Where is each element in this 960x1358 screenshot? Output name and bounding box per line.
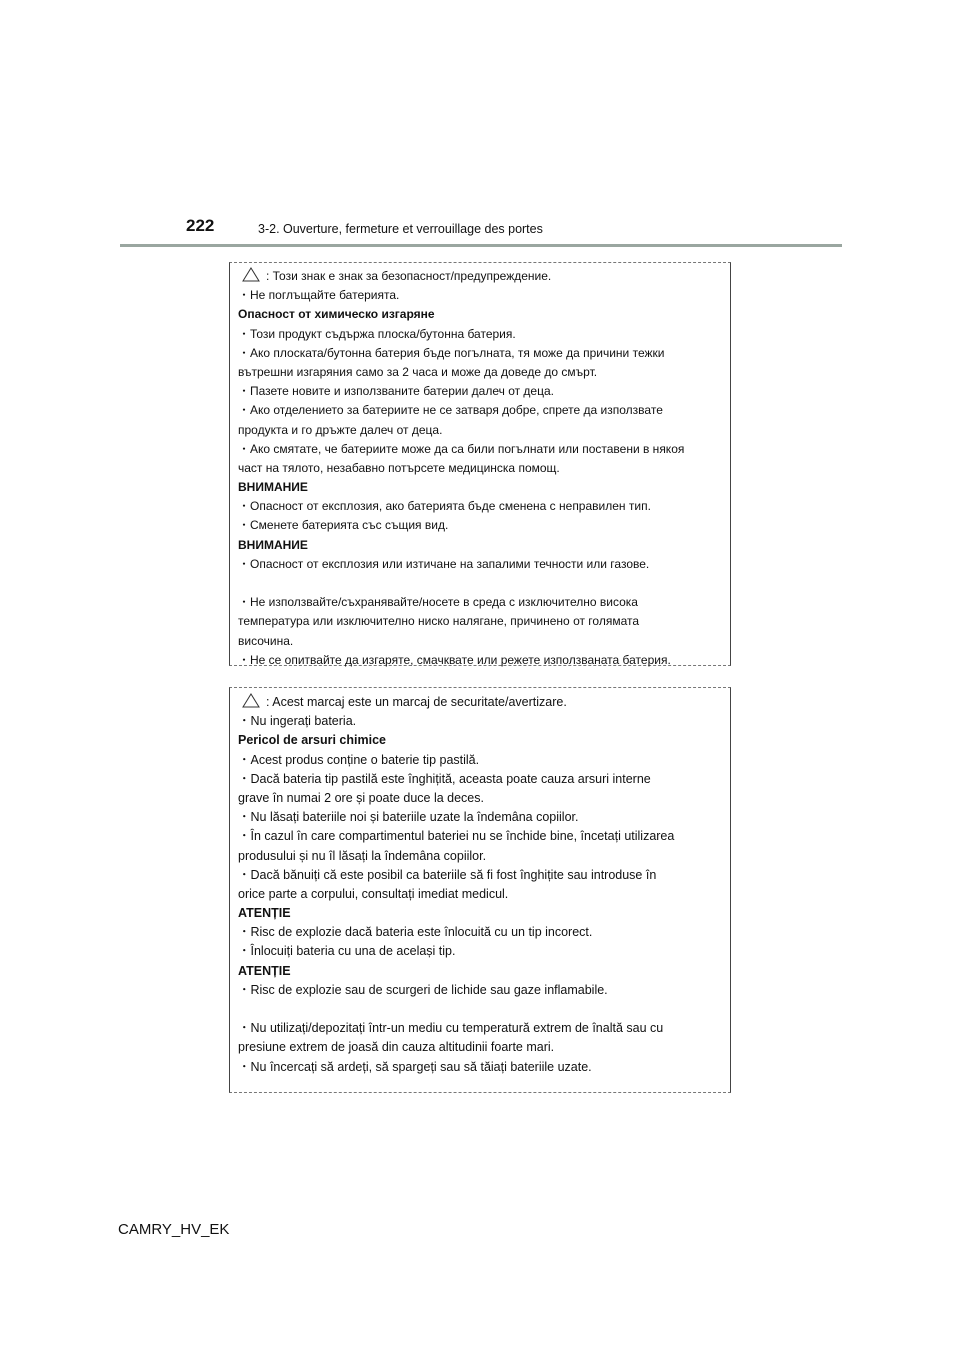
box-line: ・Опасност от експлозия или изтичане на запалими течности или газове.	[238, 556, 650, 571]
box-line-text: : Този знак е знак за безопасност/предупреждение.	[266, 269, 552, 283]
box-line: ・Ако плоската/бутонна батерия бъде погълната, тя може да причини тежки	[238, 345, 665, 360]
box-heading: ATENȚIE	[238, 906, 291, 921]
box-line: ・Този продукт съдържа плоска/бутонна батерия.	[238, 326, 516, 341]
box-line: ・Сменете батерията със същия вид.	[238, 518, 449, 533]
box-heading: ВНИМАНИЕ	[238, 537, 308, 552]
box-line: produsului și nu îl lăsați la îndemâna copiilor.	[238, 848, 487, 863]
box-line	[238, 267, 722, 286]
box-heading: Pericol de arsuri chimice	[238, 733, 386, 748]
box-line: orice parte a corpului, consultați imediat medicul.	[238, 886, 509, 901]
box-line: продукта и го дръжте далеч от деца.	[238, 422, 443, 437]
box-line: ・Acest produs conține o baterie tip pastilă.	[238, 752, 480, 767]
warning-box-bulgarian	[229, 262, 731, 666]
box-line: ・Nu ingerați bateria.	[238, 714, 357, 729]
box-heading: ATENȚIE	[238, 963, 291, 978]
page-number: 222	[186, 216, 215, 235]
warning-box-romanian	[229, 687, 731, 1093]
box-line	[238, 693, 722, 712]
box-line: ・Risc de explozie dacă bateria este înlocuită cu un tip incorect.	[238, 925, 593, 940]
box-line: ・Nu utilizați/depozitați într-un mediu cu temperatură extrem de înaltă sau cu	[238, 1021, 664, 1036]
box-line: ・Dacă bateria tip pastilă este înghițită, aceasta poate cauza arsuri interne	[238, 771, 651, 786]
box-line: височина.	[238, 633, 294, 648]
section-title: 3-2. Ouverture, fermeture et verrouillage des portes	[258, 222, 543, 236]
box-line: вътрешни изгаряния само за 2 часа и може да доведе до смърт.	[238, 364, 598, 379]
box-line: ・Не се опитвайте да изгаряте, смачквате или режете използваната батерия.	[238, 652, 671, 667]
model-code: CAMRY_HV_EK	[118, 1221, 230, 1238]
box-blank-line	[238, 1000, 722, 1019]
box-line: ・Не поглъщайте батерията.	[238, 288, 400, 303]
box-line: ・Risc de explozie sau de scurgeri de lichide sau gaze inflamabile.	[238, 982, 608, 997]
box-line: ・În cazul în care compartimentul bateriei nu se închide bine, încetați utilizarea	[238, 829, 675, 844]
box-line: ・Не използвайте/съхранявайте/носете в среда с изключително висока	[238, 595, 638, 610]
box-line-text: : Acest marcaj este un marcaj de securitate/avertizare.	[266, 695, 567, 709]
box-heading: Опасност от химическо изгаряне	[238, 307, 435, 322]
box-line: ・Nu încercați să ardeți, să spargeți sau să tăiați bateriile uzate.	[238, 1059, 592, 1074]
box-line: ・Ако смятате, че батериите може да са били погълнати или поставени в някоя	[238, 441, 685, 456]
box-line: ・Ако отделението за батериите не се затваря добре, спрете да използвате	[238, 403, 663, 418]
box-line: grave în numai 2 ore și poate duce la deces.	[238, 790, 484, 805]
box-line: температура или изключително ниско налягане, причинено от голямата	[238, 614, 640, 629]
box-blank-line	[238, 574, 722, 593]
box-line: ・Nu lăsați bateriile noi și bateriile uzate la îndemâna copiilor.	[238, 810, 579, 825]
box-line: ・Înlocuiți bateria cu una de același tip.	[238, 944, 456, 959]
warning-triangle-icon	[242, 693, 260, 708]
warning-triangle-icon	[242, 267, 260, 282]
header-rule	[120, 244, 842, 247]
box-line: част на тялото, незабавно потърсете медицинска помощ.	[238, 460, 560, 475]
box-line: presiune extrem de joasă din cauza altitudinii foarte mari.	[238, 1040, 555, 1055]
box-line: ・Опасност от експлозия, ако батерията бъде сменена с неправилен тип.	[238, 499, 651, 514]
box-line: ・Dacă bănuiți că este posibil ca bateriile să fi fost înghițite sau introduse în	[238, 867, 657, 882]
box-line: ・Пазете новите и използваните батерии далеч от деца.	[238, 384, 554, 399]
box-heading: ВНИМАНИЕ	[238, 480, 308, 495]
